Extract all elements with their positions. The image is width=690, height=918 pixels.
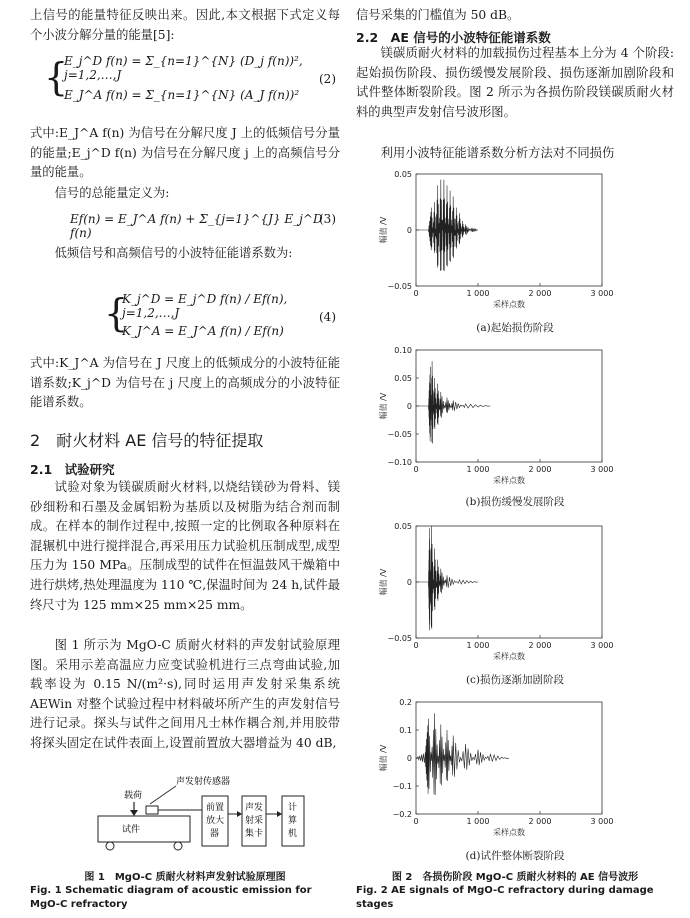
card-label-1: 声发 bbox=[245, 803, 264, 813]
y-tick-label: −0.10 bbox=[387, 458, 412, 467]
equation-4-line1: K_j^D = E_j^D f(n) / Ef(n), j=1,2,…,J bbox=[122, 292, 288, 320]
computer-label-1: 计 bbox=[288, 803, 298, 813]
preamp-label-3: 器 bbox=[210, 829, 220, 839]
x-axis-label: 采样点数 bbox=[493, 652, 525, 661]
y-axis-label: 幅值 /V bbox=[379, 392, 388, 420]
equation-4 bbox=[104, 286, 340, 350]
chart-c-caption: (c)损伤逐渐加剧阶段 bbox=[465, 674, 565, 686]
y-tick-label: 0.1 bbox=[399, 726, 412, 735]
equation-3-number: (3) bbox=[319, 212, 336, 226]
figure-1-caption-cn: 图 1 MgO-C 质耐火材料声发射试验原理图 bbox=[84, 872, 286, 883]
preamp-label-1: 前置 bbox=[206, 803, 225, 813]
equation-2 bbox=[44, 48, 340, 114]
paragraph-eq2-explain: 式中:E_J^A f(n) 为信号在分解尺度 J 上的低频信号分量的能量;E_j^D f(n) 为信号在分解尺度 j 上的高频信号分量的能量。 bbox=[30, 126, 340, 180]
x-axis-label: 采样点数 bbox=[493, 828, 525, 837]
y-axis-label: 幅值 /V bbox=[379, 568, 388, 596]
y-tick-label: 0.2 bbox=[399, 698, 412, 707]
chart-a-caption: (a)起始损伤阶段 bbox=[476, 322, 554, 334]
y-tick-label: −0.05 bbox=[387, 430, 412, 439]
card-label-2: 射采 bbox=[245, 816, 264, 826]
subsection-heading-2-2: 2.2 AE 信号的小波特征能谱系数 bbox=[356, 30, 551, 45]
paragraph-coefficients: 低频信号和高频信号的小波特征能谱系数为: bbox=[54, 246, 293, 260]
waveform-series bbox=[416, 180, 478, 271]
x-tick-label: 1 000 bbox=[466, 289, 490, 298]
y-tick-label: −0.2 bbox=[392, 810, 412, 819]
x-tick-label: 1 000 bbox=[466, 465, 490, 474]
load-label: 载荷 bbox=[124, 791, 143, 801]
waveform-series bbox=[416, 526, 478, 630]
paragraph-threshold: 信号采集的门槛值为 50 dB。 bbox=[356, 8, 520, 22]
x-tick-label: 1 000 bbox=[466, 641, 490, 650]
equation-2-line2: E_J^A f(n) = Σ_{n=1}^{N} (A_J f(n))² bbox=[64, 88, 300, 102]
y-tick-label: −0.05 bbox=[387, 282, 412, 291]
card-label-3: 集卡 bbox=[245, 829, 264, 839]
figure-2-caption-cn: 图 2 各损伤阶段 MgO-C 质耐火材料的 AE 信号波形 bbox=[391, 872, 639, 883]
x-tick-label: 2 000 bbox=[528, 289, 552, 298]
figure-2-caption-en: Fig. 2 AE signals of MgO-C refractory during damage stages bbox=[356, 885, 654, 910]
equation-2-line1: E_j^D f(n) = Σ_{n=1}^{N} (D_j f(n))², j=1,2,…,J bbox=[64, 54, 303, 82]
figure-1-caption-en: Fig. 1 Schematic diagram of acoustic emission for MgO-C refractory bbox=[30, 885, 312, 910]
x-tick-label: 0 bbox=[413, 817, 419, 826]
figure-2-charts bbox=[356, 166, 674, 856]
y-tick-label: 0 bbox=[406, 754, 412, 763]
paragraph-experiment: 试验对象为镁碳质耐火材料,以烧结镁砂为骨料、镁砂细粉和石墨及金属铝粉为基质以及树脂为结合剂而制成。在样本的制作过程中,按照一定的比例取各种原料在混辗机中进行搅拌混合,再采用压力试验机压制成型,成型压力为 150 MPa。压制成型的试件在恒温鼓风干燥箱中进行烘烤,热处理温度为 110 ℃,保温时间为 24 h,试件最终尺寸为 125 mm×25 mm×25 mm。 bbox=[30, 480, 340, 612]
equation-2-number: (2) bbox=[319, 72, 336, 86]
y-tick-label: −0.05 bbox=[387, 634, 412, 643]
y-tick-label: 0 bbox=[406, 578, 412, 587]
x-tick-label: 0 bbox=[413, 465, 419, 474]
x-tick-label: 3 000 bbox=[590, 289, 614, 298]
y-tick-label: −0.1 bbox=[392, 782, 412, 791]
x-tick-label: 1 000 bbox=[466, 817, 490, 826]
y-tick-label: 0 bbox=[406, 402, 412, 411]
subsection-heading-2-1: 2.1 试验研究 bbox=[30, 462, 115, 477]
section-heading-2: 2 耐火材料 AE 信号的特征提取 bbox=[30, 431, 264, 450]
computer-label-2: 算 bbox=[288, 816, 298, 826]
x-tick-label: 2 000 bbox=[528, 641, 552, 650]
x-tick-label: 3 000 bbox=[590, 817, 614, 826]
x-tick-label: 2 000 bbox=[528, 465, 552, 474]
x-tick-label: 0 bbox=[413, 289, 419, 298]
waveform-series bbox=[416, 361, 490, 443]
paragraph-total-energy: 信号的总能量定义为: bbox=[54, 186, 170, 200]
preamp-label-2: 放大 bbox=[206, 816, 225, 826]
sensor-label: 声发射传感器 bbox=[176, 777, 231, 787]
waveform-series bbox=[416, 713, 509, 795]
equation-3 bbox=[70, 212, 340, 238]
y-tick-label: 0.05 bbox=[394, 374, 412, 383]
x-tick-label: 0 bbox=[413, 641, 419, 650]
y-axis-label: 幅值 /V bbox=[379, 216, 388, 244]
computer-label-3: 机 bbox=[288, 829, 298, 839]
equation-3-body: Ef(n) = E_J^A f(n) + Σ_{j=1}^{J} E_j^D f(n) bbox=[70, 212, 323, 240]
y-tick-label: 0.05 bbox=[394, 170, 412, 179]
equation-4-line2: K_J^A = E_J^A f(n) / Ef(n) bbox=[122, 324, 284, 338]
chart-d-caption: (d)试件整体断裂阶段 bbox=[465, 850, 565, 862]
figure-1-diagram bbox=[80, 774, 320, 858]
y-axis-label: 幅值 /V bbox=[379, 744, 388, 772]
y-tick-label: 0 bbox=[406, 226, 412, 235]
y-tick-label: 0.10 bbox=[394, 346, 412, 355]
equation-4-number: (4) bbox=[319, 310, 336, 324]
x-axis-label: 采样点数 bbox=[493, 476, 525, 485]
paragraph-analysis: 利用小波特征能谱系数分析方法对不同损伤 bbox=[380, 146, 615, 160]
x-tick-label: 2 000 bbox=[528, 817, 552, 826]
x-tick-label: 3 000 bbox=[590, 465, 614, 474]
x-axis-label: 采样点数 bbox=[493, 300, 525, 309]
y-tick-label: 0.05 bbox=[394, 522, 412, 531]
paragraph-fig1-desc: 图 1 所示为 MgO-C 质耐火材料的声发射试验原理图。采用示差高温应力应变试验机进行三点弯曲试验,加载率设为 0.15 N/(m²·s),同时运用声发射采集系统 AEWin 对整个试验过程中材料破坏所产生的声发射信号进行记录。探头与试件之间用凡士林作耦合剂,并用胶带将探头固定在试件表面上,设置前置放大器增益为 40 dB, bbox=[30, 638, 340, 750]
brace-icon: { bbox=[104, 291, 129, 335]
chart-b-caption: (b)损伤缓慢发展阶段 bbox=[465, 496, 565, 508]
paragraph-energy-def: 上信号的能量特征反映出来。因此,本文根据下式定义每个小波分解分量的能量[5]: bbox=[30, 8, 340, 42]
paragraph-damage-stages: 镁碳质耐火材料的加载损伤过程基本上分为 4 个阶段:起始损伤阶段、损伤缓慢发展阶段、损伤逐渐加剧阶段和试件整体断裂阶段。图 2 所示为各损伤阶段镁碳质耐火材料的典型声发射信号波形图。 bbox=[356, 46, 674, 119]
brace-icon: { bbox=[44, 55, 69, 99]
specimen-label: 试件 bbox=[122, 825, 141, 835]
paragraph-eq4-explain: 式中:K_J^A 为信号在 J 尺度上的低频成分的小波特征能谱系数;K_j^D 为信号在 j 尺度上的高频成分的小波特征能谱系数。 bbox=[30, 356, 340, 410]
x-tick-label: 3 000 bbox=[590, 641, 614, 650]
